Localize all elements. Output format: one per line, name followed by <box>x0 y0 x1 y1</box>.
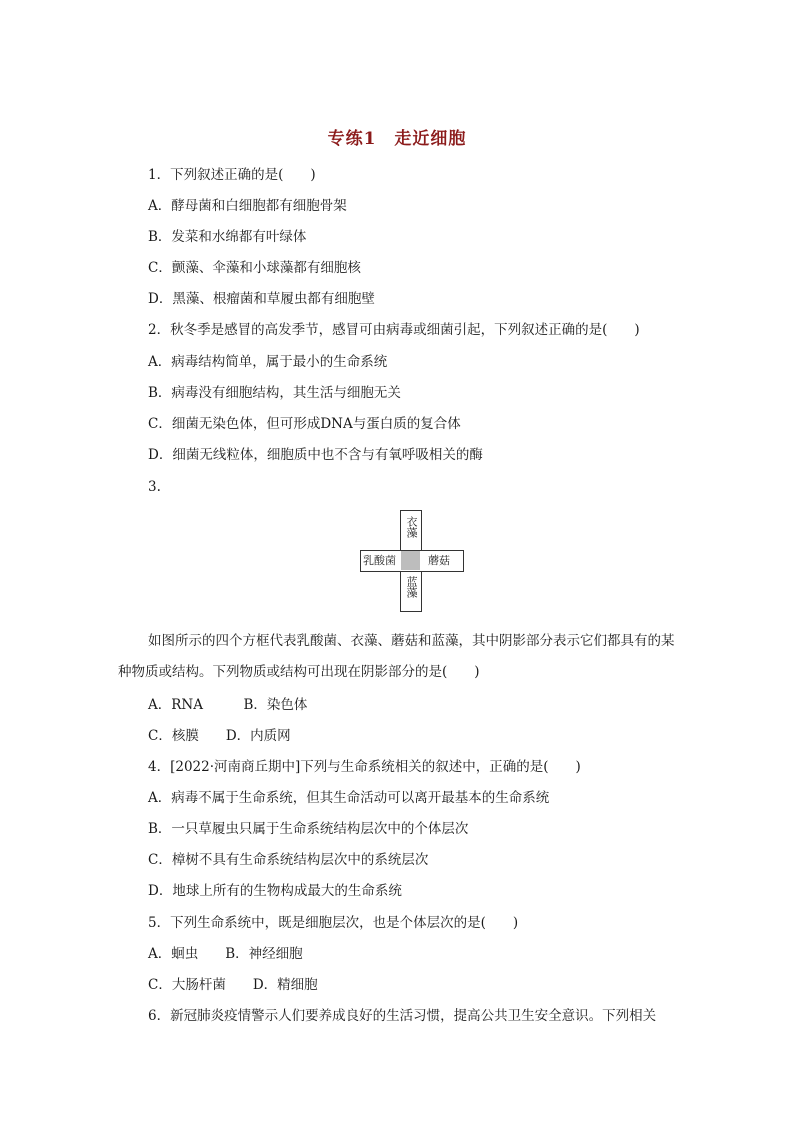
shaded-overlap <box>401 551 420 570</box>
q1-option-c: C．颤藻、伞藻和小球藻都有细胞核 <box>148 260 361 276</box>
q1-stem: 1．下列叙述正确的是( ) <box>148 167 316 183</box>
q2-option-a: A．病毒结构简单，属于最小的生命系统 <box>148 354 388 370</box>
q1-option-d: D．黑藻、根瘤菌和草履虫都有细胞壁 <box>148 291 375 307</box>
label-lactobacillus: 乳酸菌 <box>363 554 396 567</box>
q4-option-a: A．病毒不属于生命系统，但其生命活动可以离开最基本的生命系统 <box>148 790 550 806</box>
label-cyanobacteria: 蓝藻 <box>405 576 418 598</box>
q5-options-row2: C．大肠杆菌 D．精细胞 <box>148 977 318 993</box>
q3-cross-diagram <box>360 510 464 612</box>
title-text: 走近细胞 <box>394 129 467 149</box>
q4-option-d: D．地球上所有的生物构成最大的生命系统 <box>148 883 402 899</box>
q4-option-c: C．樟树不具有生命系统结构层次中的系统层次 <box>148 852 429 868</box>
q2-option-b: B．病毒没有细胞结构，其生活与细胞无关 <box>148 385 401 401</box>
q2-option-c: C．细菌无染色体，但可形成DNA与蛋白质的复合体 <box>148 416 461 432</box>
q1-option-b: B．发菜和水绵都有叶绿体 <box>148 229 307 245</box>
q4-option-b: B．一只草履虫只属于生命系统结构层次中的个体层次 <box>148 821 469 837</box>
page-title <box>0 124 794 149</box>
q5-stem: 5．下列生命系统中，既是细胞层次，也是个体层次的是( ) <box>148 915 519 931</box>
q4-stem: 4．[2022·河南商丘期中]下列与生命系统相关的叙述中，正确的是( ) <box>148 759 581 775</box>
q5-options-row1: A．蛔虫 B．神经细胞 <box>148 946 303 962</box>
q3-options-row1: A．RNA B．染色体 <box>148 697 308 713</box>
label-chlamydomonas: 衣藻 <box>405 516 418 538</box>
q1-option-a: A．酵母菌和白细胞都有细胞骨架 <box>148 198 347 214</box>
q3-options-row2: C．核膜 D．内质网 <box>148 728 291 744</box>
q2-stem: 2．秋冬季是感冒的高发季节，感冒可由病毒或细菌引起，下列叙述正确的是( ) <box>148 322 640 338</box>
q3-number: 3. <box>148 479 161 495</box>
q3-stem: 如图所示的四个方框代表乳酸菌、衣藻、蘑菇和蓝藻，其中阴影部分表示它们都具有的某种物质或结构。下列物质或结构可出现在阴影部分的是( ) <box>118 633 675 680</box>
q6-stem: 6．新冠肺炎疫情警示人们要养成良好的生活习惯，提高公共卫生安全意识。下列相关 <box>148 1008 657 1024</box>
title-number: 专练1 <box>327 129 377 149</box>
label-mushroom: 蘑菇 <box>428 554 450 567</box>
q2-option-d: D．细菌无线粒体，细胞质中也不含与有氧呼吸相关的酶 <box>148 447 483 463</box>
